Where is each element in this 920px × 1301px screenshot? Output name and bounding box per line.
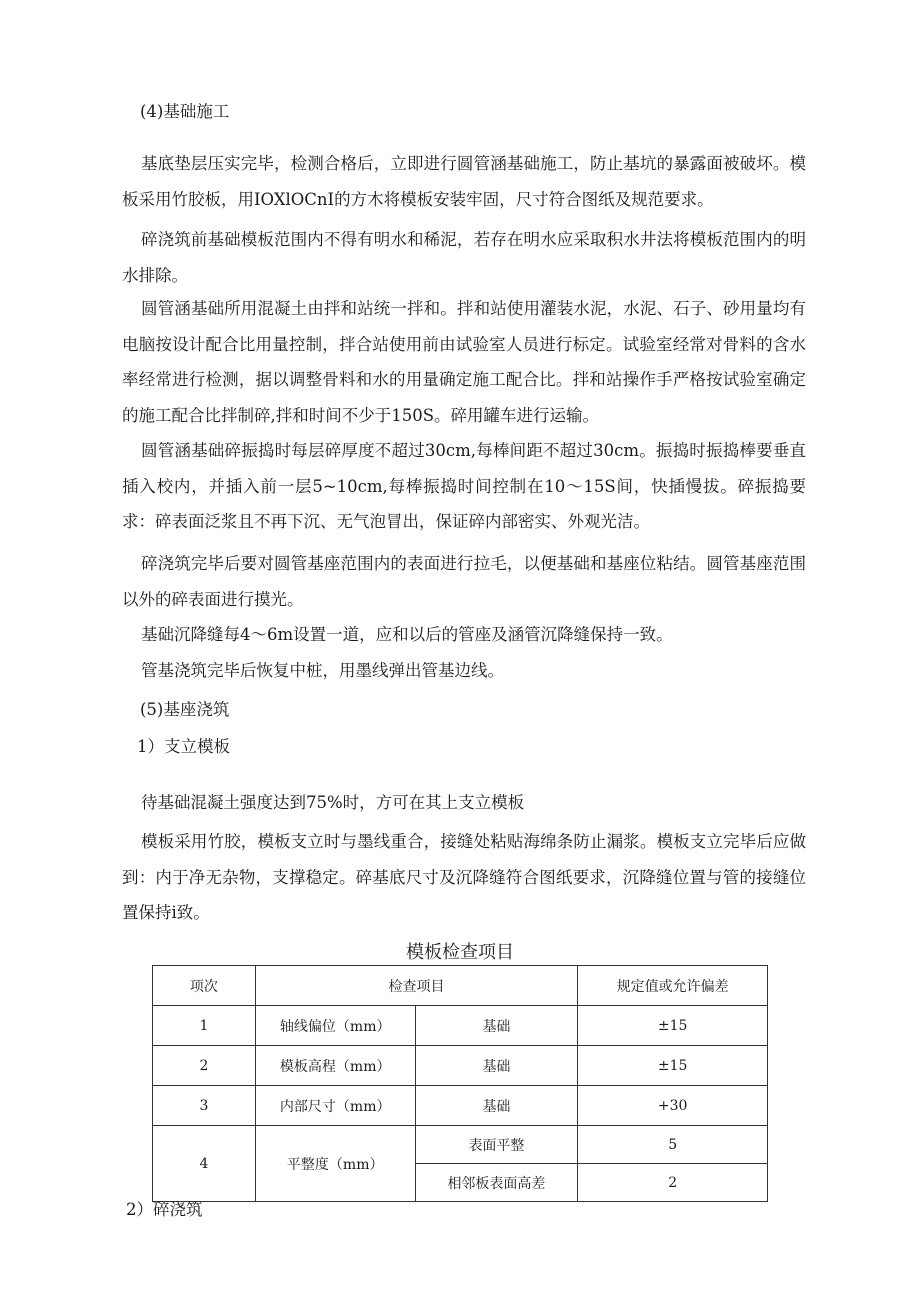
paragraph: 待基础混凝土强度达到75%时，方可在其上支立模板 <box>141 793 525 812</box>
row-number: 3 <box>153 1086 256 1126</box>
paragraph: 模板采用竹胶，模板支立时与墨线重合，接缝处粘贴海绵条防止漏浆。模板支立完毕后应做到：内于净无杂物，支撑稳定。碎基底尺寸及沉降缝符合图纸要求，沉降缝位置与管的接缝位置保持i致。 <box>122 832 806 922</box>
subsection-heading: 2）碎浇筑 <box>126 1200 203 1219</box>
paragraph: 碎浇筑完毕后要对圆管基座范围内的表面进行拉毛，以便基础和基座位粘结。圆管基座范围以外的碎表面进行摸光。 <box>122 554 806 609</box>
tolerance-value: ±15 <box>578 1006 768 1046</box>
check-item: 模板高程（mm） <box>255 1046 415 1086</box>
row-number: 4 <box>153 1126 256 1202</box>
inspection-table <box>152 965 768 1202</box>
tolerance-value: 2 <box>578 1164 768 1202</box>
table-row <box>153 1126 768 1164</box>
check-item: 轴线偏位（mm） <box>255 1006 415 1046</box>
table-row <box>153 1006 768 1046</box>
table-row <box>153 1046 768 1086</box>
check-item: 内部尺寸（mm） <box>255 1086 415 1126</box>
row-number: 1 <box>153 1006 256 1046</box>
tolerance-value: +30 <box>578 1086 768 1126</box>
header-cell: 规定值或允许偏差 <box>578 966 768 1006</box>
subsection-heading: 1）支立模板 <box>137 737 230 756</box>
section-5-heading: (5)基座浇筑 <box>140 700 230 719</box>
section-4-heading: (4)基础施工 <box>140 102 230 121</box>
check-item: 平整度（mm） <box>255 1126 415 1202</box>
table-title: 模板检查项目 <box>406 942 514 963</box>
row-number: 2 <box>153 1046 256 1086</box>
paragraph: 圆管涵基础碎振捣时每层碎厚度不超过30cm,每棒间距不超过30cm。振捣时振捣棒要垂直插入校内，并插入前一层5~10cm,每棒振捣时间控制在10～15S间，快插慢拔。碎振捣要求：碎表面泛浆且不再下沉、无气泡冒出，保证碎内部密实、外观光洁。 <box>122 441 806 531</box>
check-part: 基础 <box>415 1086 578 1126</box>
header-cell: 项次 <box>153 966 256 1006</box>
header-cell: 检查项目 <box>255 966 577 1006</box>
paragraph: 管基浇筑完毕后恢复中桩，用墨线弹出管基边线。 <box>141 661 504 680</box>
tolerance-value: ±15 <box>578 1046 768 1086</box>
paragraph: 碎浇筑前基础模板范围内不得有明水和稀泥，若存在明水应采取积水井法将模板范围内的明水排除。 <box>122 230 806 285</box>
table-row <box>153 1086 768 1126</box>
tolerance-value: 5 <box>578 1126 768 1164</box>
table-header-row <box>153 966 768 1006</box>
paragraph: 基底垫层压实完毕，检测合格后，立即进行圆管涵基础施工，防止基坑的暴露面被破坏。模板采用竹胶板，用IOXlOCnI的方木将模板安装牢固，尺寸符合图纸及规范要求。 <box>122 154 806 209</box>
check-part: 基础 <box>415 1006 578 1046</box>
paragraph: 圆管涵基础所用混凝土由拌和站统一拌和。拌和站使用灌装水泥，水泥、石子、砂用量均有电脑按设计配合比用量控制，拌合站使用前由试验室人员进行标定。试验室经常对骨料的含水率经常进行检测，据以调整骨料和水的用量确定施工配合比。拌和站操作手严格按试验室确定的施工配合比拌制碎,拌和时间不少于150S。碎用罐车进行运输。 <box>122 299 806 425</box>
paragraph: 基础沉降缝每4～6m设置一道，应和以后的管座及涵管沉降缝保持一致。 <box>141 625 673 644</box>
check-part: 相邻板表面高差 <box>415 1164 578 1202</box>
check-part: 基础 <box>415 1046 578 1086</box>
check-part: 表面平整 <box>415 1126 578 1164</box>
